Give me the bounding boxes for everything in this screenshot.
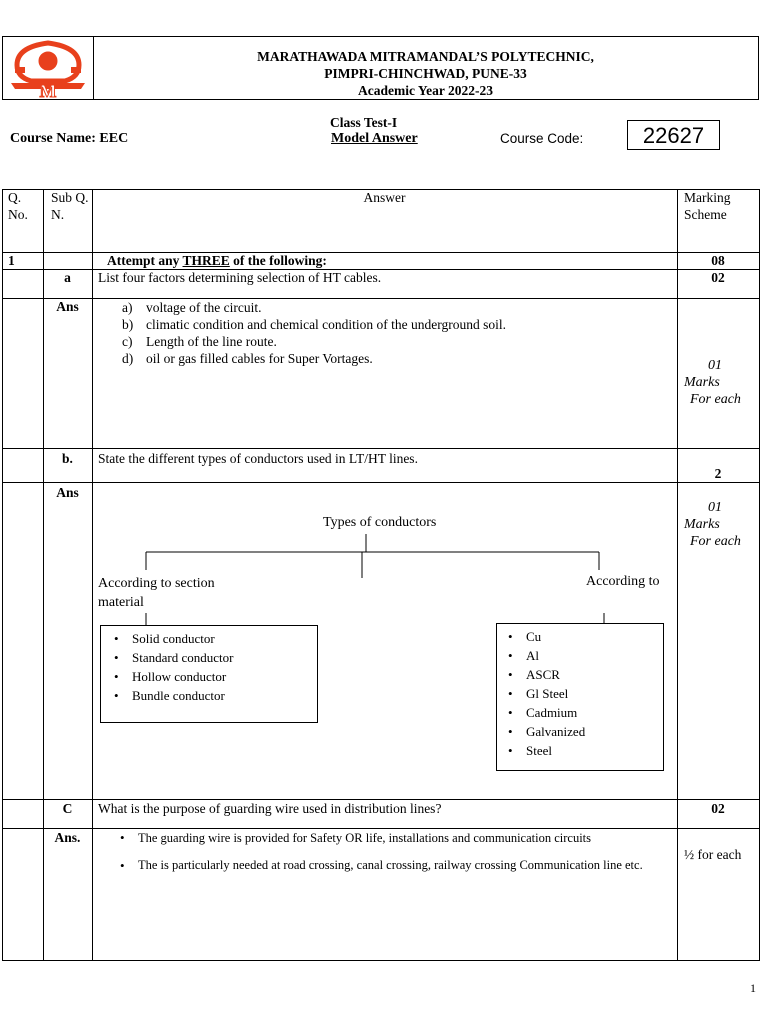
section-types-box: [100, 625, 318, 723]
header-answer: Answer: [363, 190, 406, 205]
left-branch-label: material: [98, 595, 144, 610]
answer-item: [98, 299, 673, 316]
question-marks: 08: [711, 253, 725, 268]
instruction-emphasis: THREE: [182, 253, 230, 268]
table-row-line: [2, 482, 760, 483]
answer-item: • The guarding wire is provided for Safety OR life, installations and communication circuits: [112, 830, 674, 846]
diagram-root-label: Types of conductors: [323, 515, 437, 530]
list-item: • Hollow conductor: [106, 667, 317, 686]
institute-location: PIMPRI-CHINCHWAD, PUNE-33: [324, 66, 527, 81]
marking-note-line: 01: [708, 358, 722, 373]
institute-header: [2, 36, 759, 100]
marking-note: ½ for each: [684, 847, 742, 862]
answer-text: climatic condition and chemical condition of the underground soil.: [146, 317, 507, 332]
list-item: • Bundle conductor: [106, 686, 317, 705]
header-q-no: Q. No.: [8, 190, 28, 222]
question-instruction: [107, 253, 327, 270]
table-col-line: [759, 189, 760, 960]
sub-question-text: List four factors determining selection of HT cables.: [98, 270, 382, 285]
model-answer-title: Model Answer: [331, 131, 418, 146]
diagram-right-branch: According to: [586, 574, 660, 589]
answer-list: [112, 830, 674, 877]
answer-marker: a): [122, 300, 133, 315]
answer-text: oil or gas filled cables for Super Vortages.: [146, 351, 373, 366]
sub-question-text: What is the purpose of guarding wire used in distribution lines?: [98, 801, 442, 816]
answer-marker: c): [122, 334, 133, 349]
course-code-label: Course Code:: [500, 131, 584, 146]
answer-item: [98, 333, 673, 350]
answer-marker: b): [122, 317, 134, 332]
table-row-line: [2, 828, 760, 829]
marking-note-line: For each: [690, 534, 741, 549]
left-branch-label: According to section: [98, 576, 215, 591]
test-name: Class Test-I: [330, 115, 398, 130]
table-border-bottom: [2, 960, 760, 961]
answer-label: Ans: [56, 299, 79, 314]
question-number: 1: [8, 253, 15, 268]
list-item: • Solid conductor: [106, 629, 317, 648]
logo-letter: M: [39, 81, 57, 99]
marking-note-line: 01: [708, 500, 722, 515]
sub-question-text: State the different types of conductors used in LT/HT lines.: [98, 451, 418, 466]
table-row-line: [2, 448, 760, 449]
table-row-line: [2, 799, 760, 800]
answer-text: voltage of the circuit.: [146, 300, 262, 315]
list-item: • Gl Steel: [500, 684, 663, 703]
table-col-line: [2, 189, 3, 960]
material-types-box: [496, 623, 664, 771]
answer-marker: d): [122, 351, 134, 366]
answer-label: Ans.: [54, 830, 81, 845]
academic-year: Academic Year 2022-23: [358, 83, 493, 98]
course-name-label: Course Name:: [10, 131, 96, 146]
answer-list: [98, 299, 673, 367]
course-name-value: EEC: [99, 131, 129, 146]
logo-emblem-icon: [3, 37, 93, 99]
institute-name: MARATHAWADA MITRAMANDAL’S POLYTECHNIC,: [257, 49, 594, 64]
list-item: • ASCR: [500, 665, 663, 684]
marking-note-line: Marks: [684, 517, 720, 532]
page-number: 1: [750, 981, 756, 995]
table-col-line: [677, 189, 678, 960]
list-item: • Galvanized: [500, 722, 663, 741]
marking-note-line: For each: [690, 392, 741, 407]
institute-logo: [3, 37, 94, 99]
course-code-value: 22627: [627, 120, 720, 150]
course-name: [10, 131, 128, 147]
sub-question-marks: 02: [711, 801, 725, 816]
list-item: • Al: [500, 646, 663, 665]
answer-label: Ans: [56, 485, 79, 500]
header-marking-scheme: Marking Scheme: [684, 190, 731, 222]
list-item: • Standard conductor: [106, 648, 317, 667]
sub-question-marks: 02: [711, 270, 725, 285]
sub-question-label: a: [64, 270, 71, 285]
answer-item: • The is particularly needed at road crossing, canal crossing, railway crossing Communication line etc.: [112, 854, 674, 877]
instruction-text: Attempt any: [107, 253, 180, 268]
sub-question-label: C: [62, 801, 73, 816]
sub-question-marks: 2: [714, 466, 722, 481]
answer-text: Length of the line route.: [146, 334, 277, 349]
sub-question-label: b.: [62, 451, 73, 466]
marking-note-line: Marks: [684, 375, 720, 390]
list-item: • Cu: [500, 627, 663, 646]
header-sub-q: Sub Q. N.: [51, 190, 89, 222]
marking-note: [684, 499, 758, 550]
diagram-left-branch: [98, 574, 215, 612]
list-item: • Cadmium: [500, 703, 663, 722]
list-item: • Steel: [500, 741, 663, 760]
marking-note: [684, 357, 758, 408]
answer-item: [98, 316, 673, 333]
answer-item: [98, 350, 673, 367]
instruction-text: of the following:: [233, 253, 327, 268]
